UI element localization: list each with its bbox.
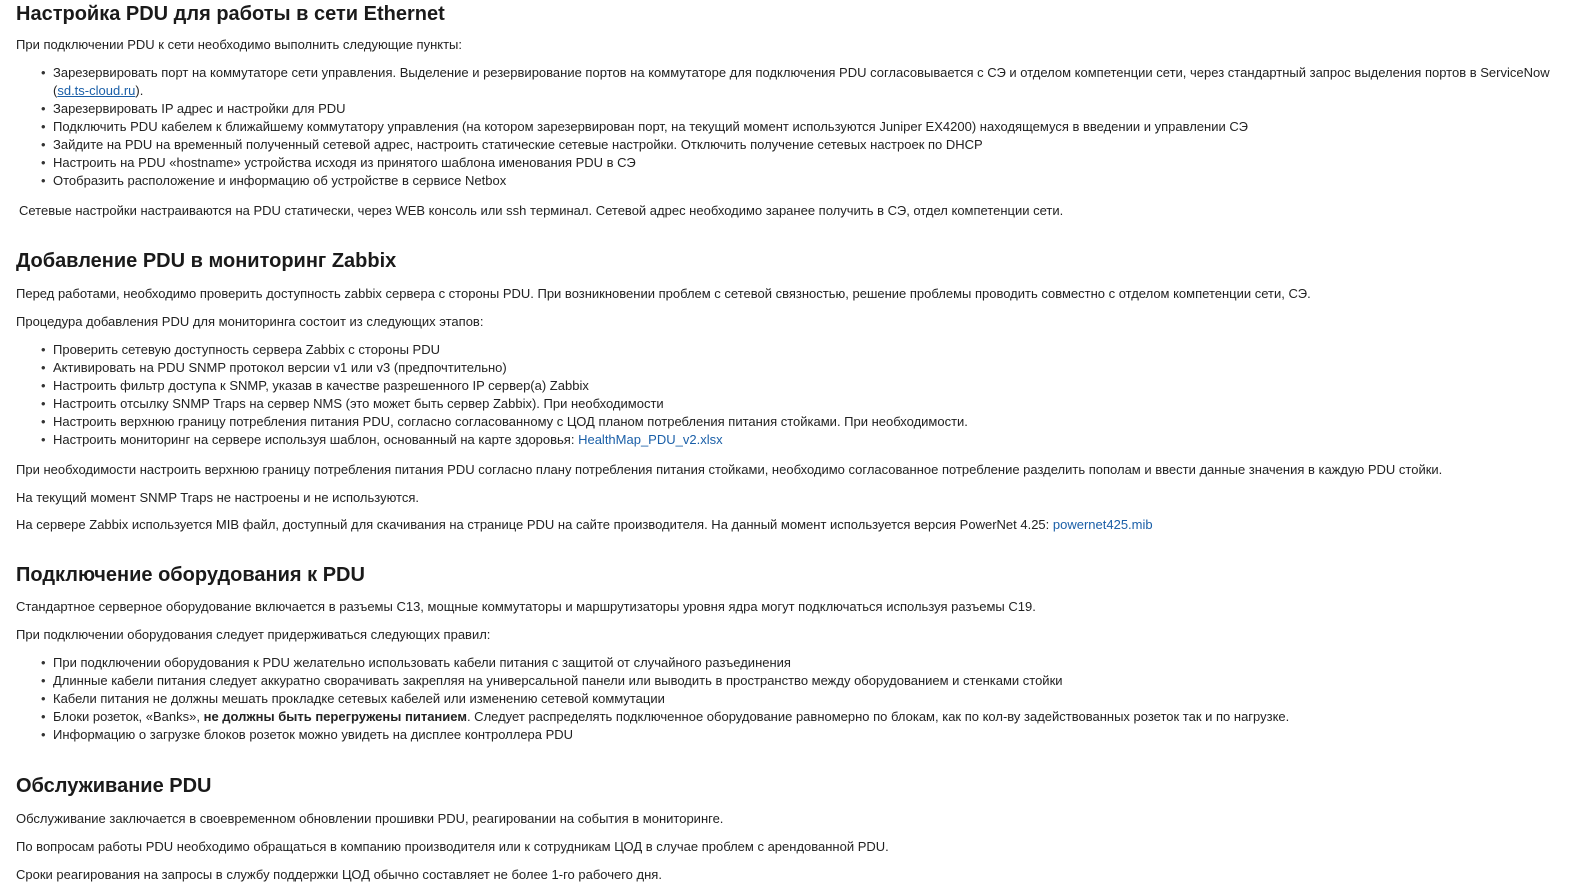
zabbix-p4: На текущий момент SNMP Traps не настроены и не используются. (16, 490, 420, 505)
ethernet-intro: При подключении PDU к сети необходимо выполнить следующие пункты: (16, 37, 463, 52)
list-item: • Кабели питания не должны мешать прокладке сетевых кабелей или изменению сетевой коммутации (53, 690, 1583, 708)
service-p2: По вопросам работы PDU необходимо обращаться в компанию производителя или к сотрудникам ЦОД в случае проблем с арендованной PDU. (16, 839, 889, 854)
zabbix-steps-list (16, 341, 1583, 449)
list-item: • Настроить мониторинг на сервере используя шаблон, основанный на карте здоровья: HealthMap_PDU_v2.xlsx (53, 431, 1583, 449)
list-item: • Настроить отсылку SNMP Traps на сервер NMS (это может быть сервер Zabbix). При необходимости (53, 395, 1583, 413)
zabbix-p5: На сервере Zabbix используется MIB файл, доступный для скачивания на странице PDU на сайте производителя. На данный момент используется версия PowerNet 4.25: powernet425.mib (16, 517, 1153, 532)
list-item: • Настроить верхнюю границу потребления питания PDU, согласно согласованному с ЦОД планом потребления питания стойками. При необходимости. (53, 413, 1583, 431)
list-item: • Зарезервировать IP адрес и настройки для PDU (53, 100, 1583, 118)
zabbix-p1: Перед работами, необходимо проверить доступность zabbix сервера с стороны PDU. При возникновении проблем с сетевой связностью, решение проблемы проводить совместно с отделом компетенции сети, СЭ. (16, 286, 1311, 301)
list-item: • Блоки розеток, «Banks», не должны быть перегружены питанием. Следует распределять подключенное оборудование равномерно по блокам, как по кол-ву задействованных розеток так и по нагрузке. (53, 708, 1583, 726)
servicenow-link[interactable]: sd.ts-cloud.ru (57, 83, 136, 98)
list-item: • Отобразить расположение и информацию об устройстве в сервисе Netbox (53, 172, 1583, 190)
list-item: • Подключить PDU кабелем к ближайшему коммутатору управления (на котором зарезервирован порт, на текущий момент используются Juniper EX4200) находящемуся в введении и управлении СЭ (53, 118, 1583, 136)
healthmap-link[interactable]: HealthMap_PDU_v2.xlsx (578, 432, 723, 447)
list-item: • Зарезервировать порт на коммутаторе сети управления. Выделение и резервирование портов на коммутаторе для подключения PDU согласовывается с СЭ и отделом компетенции сети, через стандартный запрос выделения портов в ServiceNow (sd.ts-cloud.ru). (53, 64, 1583, 100)
list-item: • Длинные кабели питания следует аккуратно сворачивать закрепляя на универсальной панели или выводить в пространство между оборудованием и стенками стойки (53, 672, 1583, 690)
list-item: • При подключении оборудования к PDU желательно использовать кабели питания с защитой от случайного разъединения (53, 654, 1583, 672)
list-item: • Активировать на PDU SNMP протокол версии v1 или v3 (предпочтительно) (53, 359, 1583, 377)
section-title-connect: Подключение оборудования к PDU (16, 564, 365, 586)
connect-rules-list (16, 654, 1583, 744)
section-title-zabbix: Добавление PDU в мониторинг Zabbix (16, 250, 397, 272)
connect-p1: Стандартное серверное оборудование включается в разъемы C13, мощные коммутаторы и маршрутизаторы уровня ядра могут подключаться используя разъемы C19. (16, 599, 1036, 614)
zabbix-p3: При необходимости настроить верхнюю границу потребления питания PDU согласно плану потребления питания стойками, необходимо согласованное потребление разделить пополам и ввести данные значения в каждую PDU стойки. (16, 462, 1443, 477)
ethernet-note: Сетевые настройки настраиваются на PDU статически, через WEB консоль или ssh терминал. Сетевой адрес необходимо заранее получить в СЭ, отдел компетенции сети. (19, 203, 1064, 218)
service-p3: Сроки реагирования на запросы в службу поддержки ЦОД обычно составляет не более 1-го рабочего дня. (16, 867, 662, 882)
section-title-ethernet: Настройка PDU для работы в сети Ethernet (16, 3, 445, 25)
list-item: • Настроить на PDU «hostname» устройства исходя из принятого шаблона именования PDU в СЭ (53, 154, 1583, 172)
list-item: • Проверить сетевую доступность сервера Zabbix с стороны PDU (53, 341, 1583, 359)
section-title-service: Обслуживание PDU (16, 775, 212, 797)
list-item: • Настроить фильтр доступа к SNMP, указав в качестве разрешенного IP сервер(а) Zabbix (53, 377, 1583, 395)
ethernet-steps-list (16, 64, 1583, 190)
service-p1: Обслуживание заключается в своевременном обновлении прошивки PDU, реагировании на события в мониторинге. (16, 811, 724, 826)
list-item: • Зайдите на PDU на временный полученный сетевой адрес, настроить статические сетевые настройки. Отключить получение сетевых настроек по DHCP (53, 136, 1583, 154)
list-item: • Информацию о загрузке блоков розеток можно увидеть на дисплее контроллера PDU (53, 726, 1583, 744)
zabbix-p2: Процедура добавления PDU для мониторинга состоит из следующих этапов: (16, 314, 484, 329)
mib-file-link[interactable]: powernet425.mib (1052, 517, 1153, 532)
connect-p2: При подключении оборудования следует придерживаться следующих правил: (16, 627, 491, 642)
